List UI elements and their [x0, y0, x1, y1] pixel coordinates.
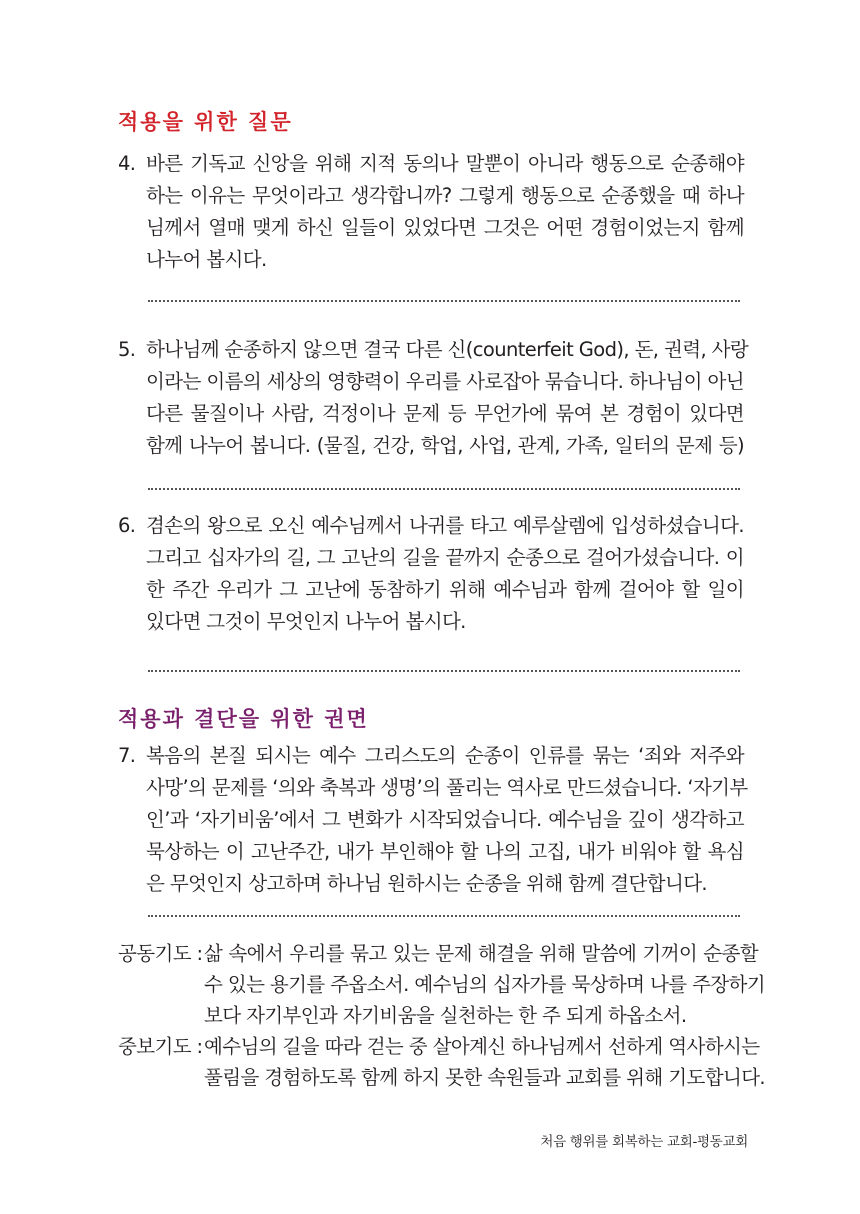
intercessory-prayer	[118, 1031, 766, 1093]
question-6	[118, 510, 744, 638]
question-line: 하나님께 순종하지 않으면 결국 다른 신(counterfeit God), 돈, 권력, 사랑	[146, 338, 749, 361]
question-line: 이라는 이름의 세상의 영향력이 우리를 사로잡아 묶습니다. 하나님이 아닌	[146, 370, 744, 393]
question-line: 다른 물질이나 사람, 걱정이나 문제 등 무언가에 묶여 본 경험이 있다면	[146, 402, 744, 425]
prayer-line: 풀림을 경험하도록 함께 하지 못한 속원들과 교회를 위해 기도합니다.	[204, 1066, 766, 1089]
question-line: 님께서 열매 맺게 하신 일들이 있었다면 그것은 어떤 경험이었는지 함께	[146, 216, 744, 239]
question-4	[118, 148, 744, 276]
prayer-line: 보다 자기부인과 자기비움을 실천하는 한 주 되게 하옵소서.	[204, 1004, 687, 1027]
common-prayer	[118, 938, 766, 1031]
question-line: 있다면 그것이 무엇인지 나누어 봅시다.	[146, 610, 466, 633]
section-title-questions: 적용을 위한 질문	[118, 110, 293, 134]
question-line: 함께 나누어 봅니다. (물질, 건강, 학업, 사업, 관계, 가족, 일터의 문제 등)	[146, 434, 744, 457]
answer-line	[148, 670, 740, 672]
answer-line	[148, 300, 740, 302]
question-line: 은 무엇인지 상고하며 하나님 원하시는 순종을 위해 함께 결단합니다.	[146, 872, 708, 895]
prayer-line: 삶 속에서 우리를 묶고 있는 문제 해결을 위해 말씀에 기꺼이 순종할	[204, 942, 758, 965]
question-number: 5.	[118, 338, 136, 361]
exhortation-7	[118, 740, 748, 900]
answer-line	[148, 488, 740, 490]
question-line: 한 주간 우리가 그 고난에 동참하기 위해 예수님과 함께 걸어야 할 일이	[146, 578, 744, 601]
prayer-label: 중보기도 :	[118, 1035, 203, 1058]
question-line: 바른 기독교 신앙을 위해 지적 동의나 말뿐이 아니라 행동으로 순종해야	[146, 152, 744, 175]
question-line: 묵상하는 이 고난주간, 내가 부인해야 할 나의 고집, 내가 비워야 할 욕심	[146, 840, 744, 863]
question-line: 나누어 봅시다.	[146, 248, 267, 271]
question-number: 6.	[118, 514, 136, 537]
prayer-line: 예수님의 길을 따라 걷는 중 살아계신 하나님께서 선하게 역사하시는	[204, 1035, 760, 1058]
question-line: 인’과 ‘자기비움’에서 그 변화가 시작되었습니다. 예수님을 깊이 생각하고	[146, 808, 744, 831]
answer-line	[148, 915, 740, 917]
section-title-exhortation: 적용과 결단을 위한 권면	[118, 707, 369, 731]
question-number: 7.	[118, 744, 136, 767]
question-number: 4.	[118, 152, 136, 175]
question-5	[118, 334, 749, 462]
question-line: 복음의 본질 되시는 예수 그리스도의 순종이 인류를 묶는 ‘죄와 저주와	[146, 744, 744, 767]
question-line: 하는 이유는 무엇이라고 생각합니까? 그렇게 행동으로 순종했을 때 하나	[146, 184, 744, 207]
question-line: 사망’의 문제를 ‘의와 축복과 생명’의 풀리는 역사로 만드셨습니다. ‘자기부	[146, 776, 748, 799]
prayer-line: 수 있는 용기를 주옵소서. 예수님의 십자가를 묵상하며 나를 주장하기	[204, 973, 766, 996]
page-footer: 처음 행위를 회복하는 교회-평동교회	[540, 1134, 748, 1150]
question-line: 겸손의 왕으로 오신 예수님께서 나귀를 타고 예루살렘에 입성하셨습니다.	[146, 514, 744, 537]
prayer-label: 공동기도 :	[118, 942, 203, 965]
question-line: 그리고 십자가의 길, 그 고난의 길을 끝까지 순종으로 걸어가셨습니다. 이	[146, 546, 744, 569]
